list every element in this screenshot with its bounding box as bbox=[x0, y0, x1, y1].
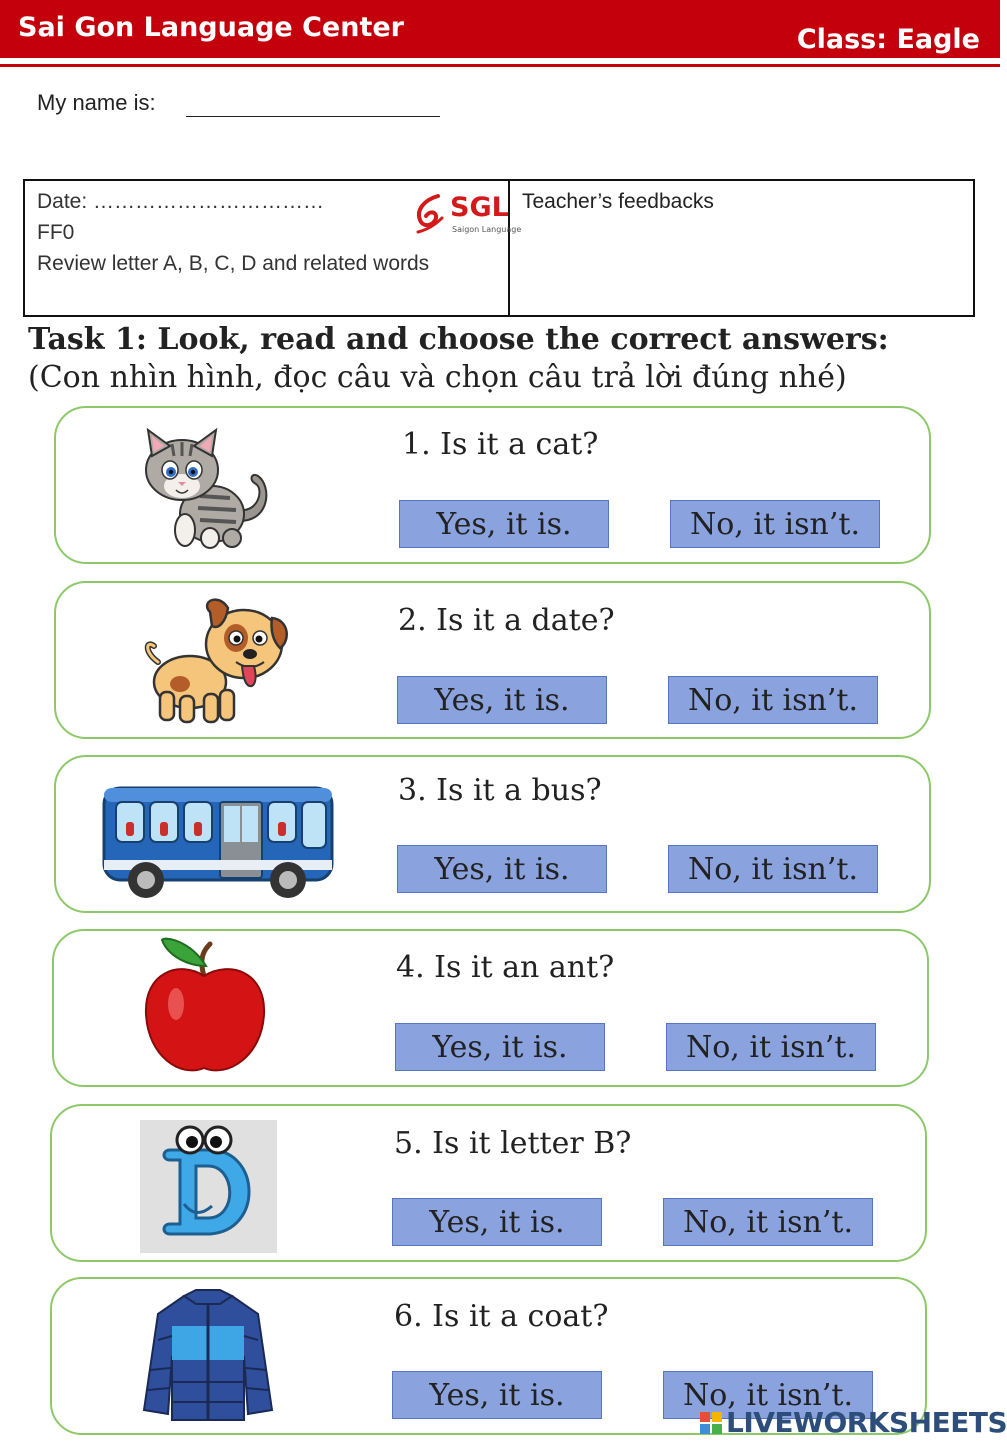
worksheet-topic: Review letter A, B, C, D and related words bbox=[37, 252, 430, 275]
q3-no-button[interactable]: No, it isn’t. bbox=[668, 845, 878, 893]
q1-yes-button[interactable]: Yes, it is. bbox=[399, 500, 609, 548]
liveworksheets-logo-icon bbox=[700, 1412, 722, 1434]
cat-image bbox=[140, 426, 275, 551]
sgl-logo-text: SGL bbox=[450, 192, 509, 223]
class-label: Class: Eagle bbox=[796, 24, 980, 55]
q4-yes-button[interactable]: Yes, it is. bbox=[395, 1023, 605, 1071]
task-title: Task 1: Look, read and choose the correct answers: bbox=[28, 322, 889, 357]
q1-no-button[interactable]: No, it isn’t. bbox=[670, 500, 880, 548]
name-label: My name is: bbox=[37, 90, 156, 115]
jacket-image bbox=[140, 1290, 276, 1425]
question-5-text: 5. Is it letter B? bbox=[394, 1126, 632, 1161]
q6-yes-button[interactable]: Yes, it is. bbox=[392, 1371, 602, 1419]
sgl-swoosh-icon bbox=[412, 192, 448, 236]
sgl-logo-subtext: Saigon Language bbox=[452, 225, 522, 234]
watermark-text: LIVEWORKSHEETS bbox=[726, 1406, 1007, 1439]
question-3-text: 3. Is it a bus? bbox=[398, 773, 602, 808]
question-4-text: 4. Is it an ant? bbox=[396, 950, 615, 985]
date-line: Date: …………………………… bbox=[37, 190, 325, 213]
dog-image bbox=[140, 592, 295, 732]
teacher-feedback-label: Teacher’s feedbacks bbox=[522, 190, 714, 213]
q2-yes-button[interactable]: Yes, it is. bbox=[397, 676, 607, 724]
q5-no-button[interactable]: No, it isn’t. bbox=[663, 1198, 873, 1246]
q5-yes-button[interactable]: Yes, it is. bbox=[392, 1198, 602, 1246]
sgl-logo bbox=[412, 192, 522, 236]
bus-image bbox=[100, 784, 336, 902]
liveworksheets-watermark bbox=[698, 1404, 1007, 1440]
q4-no-button[interactable]: No, it isn’t. bbox=[666, 1023, 876, 1071]
question-2-text: 2. Is it a date? bbox=[398, 603, 615, 638]
task-subtitle: (Con nhìn hình, đọc câu và chọn câu trả lời đúng nhé) bbox=[28, 360, 847, 395]
letter-d-image bbox=[140, 1120, 277, 1253]
apple-image bbox=[140, 936, 270, 1078]
name-input-line[interactable] bbox=[186, 116, 440, 117]
header-divider bbox=[0, 64, 1000, 67]
q2-no-button[interactable]: No, it isn’t. bbox=[668, 676, 878, 724]
q6-no-button[interactable]: No, it isn’t. bbox=[663, 1371, 873, 1419]
worksheet-code: FF0 bbox=[37, 221, 75, 244]
school-name: Sai Gon Language Center bbox=[18, 12, 404, 43]
question-1-text: 1. Is it a cat? bbox=[402, 427, 599, 462]
question-6-text: 6. Is it a coat? bbox=[394, 1299, 609, 1334]
q3-yes-button[interactable]: Yes, it is. bbox=[397, 845, 607, 893]
